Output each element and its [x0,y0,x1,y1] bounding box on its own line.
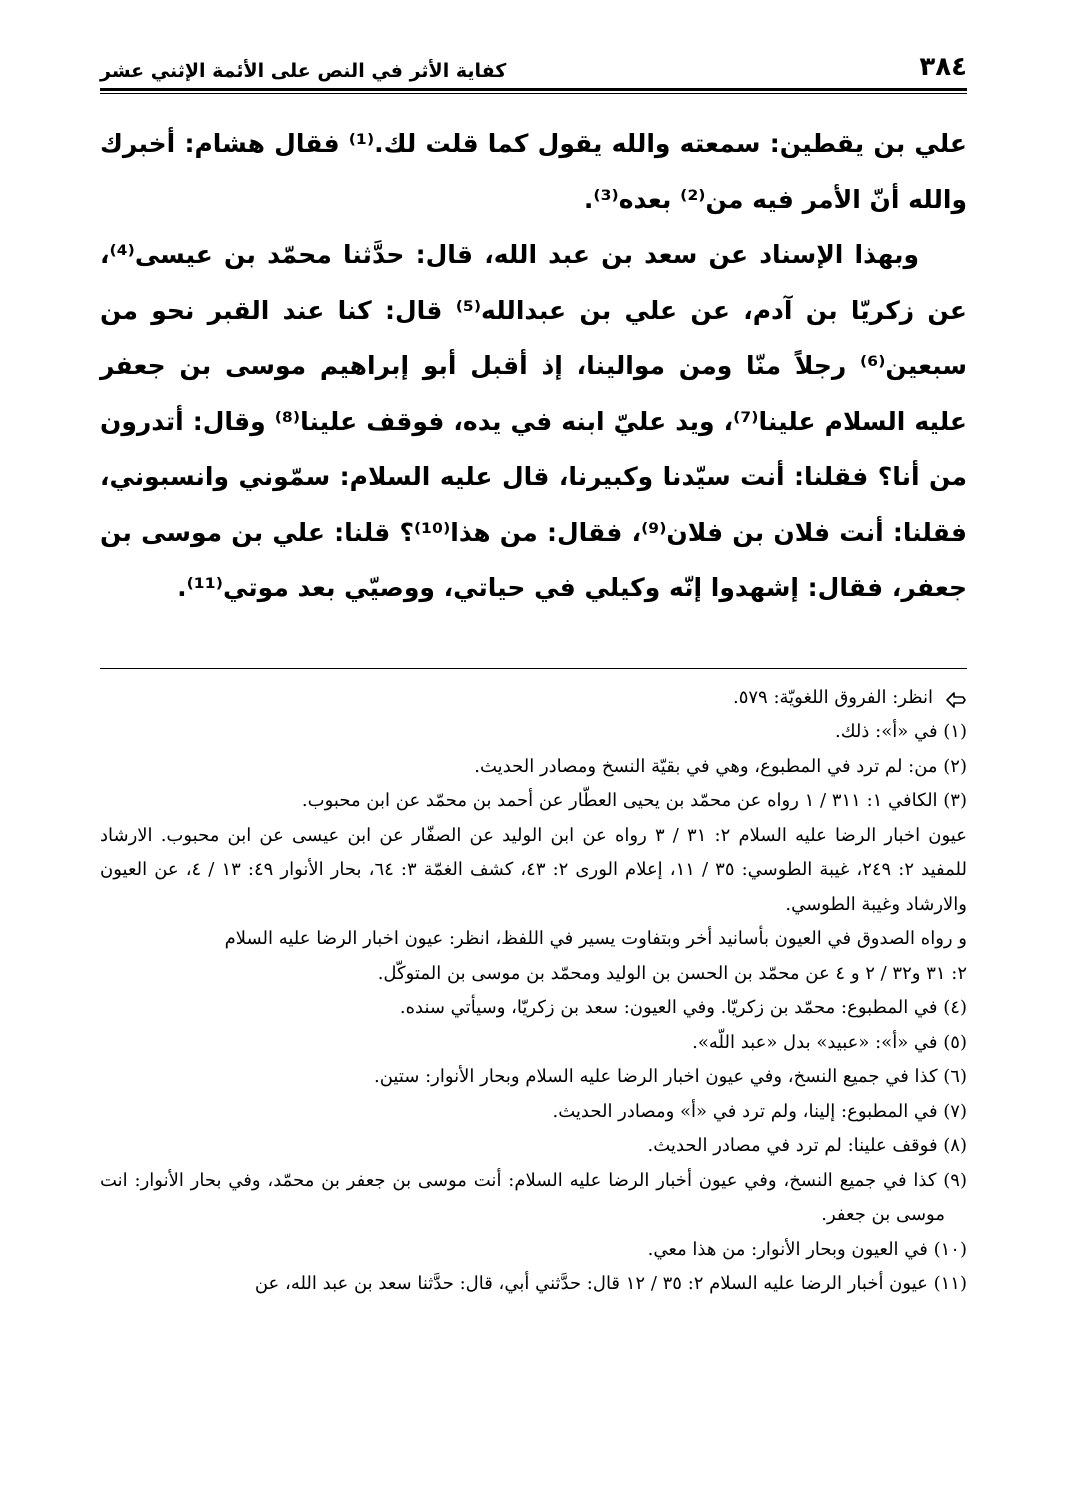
footnote-9: (٩) كذا في جميع النسخ، وفي عيون أخبار الرضا عليه السلام: أنت موسى بن جعفر بن محمّد، وفي بحار الأنوار: انت موسى بن جعفر. [100,1169,967,1225]
footnote-4: (٤) في المطبوع: محمّد بن زكريّا. وفي العيون: سعد بن زكريّا، وسيأتي سنده. [399,997,967,1018]
footnote-5: (٥) في «أ»: «عبيد» بدل «عبد اللّه». [692,1031,967,1053]
footnotes [100,681,967,1302]
page-number: ٣٨٤ [919,52,967,82]
footnote-3-note: و رواه الصدوق في العيون بأسانيد أخر وبتفاوت يسير في اللفظ، انظر: عيون اخبار الرضا عليه السلام [224,928,967,949]
header-rule [100,88,967,94]
main-text [100,116,967,616]
footnote-8: (٨) فوقف علينا: لم ترد في مصادر الحديث. [647,1135,967,1156]
main-paragraph-2: وبهذا الإسناد عن سعد بن عبد الله، قال: حدَّثنا محمّد بن عيسى⁽⁴⁾، عن زكريّا بن آدم، عن علي بن عبدالله⁽⁵⁾ قال: كنا عند القبر نحو من سبعين⁽⁶⁾ رجلاً منّا ومن موالينا، إذ أقبل أبو إبراهيم موسى بن جعفر عليه السلام علينا⁽⁷⁾، ويد عليّ ابنه في يده، فوقف علينا⁽⁸⁾ وقال: أتدرون من أنا؟ فقلنا: أنت سيّدنا وكبيرنا، قال عليه السلام: سمّوني وانسبوني، فقلنا: أنت فلان بن فلان⁽⁹⁾، فقال: من هذا⁽¹⁰⁾؟ قلنا: علي بن موسى بن جعفر، فقال: إشهدوا إنّه وكيلي في حياتي، ووصيّي بعد موتي⁽¹¹⁾. [100,240,968,602]
footnote-10: (١٠) في العيون وبحار الأنوار: من هذا معي. [647,1238,967,1260]
footnote-6: (٦) كذا في جميع النسخ، وفي عيون اخبار الرضا عليه السلام وبحار الأنوار: ستين. [373,1066,967,1087]
page [100,40,967,1456]
source-line: انظر: الفروق اللغويّة: ٥٧٩. [732,686,933,708]
footnote-2: (٢) من: لم ترد في المطبوع، وهي في بقيّة النسخ ومصادر الحديث. [474,755,967,777]
footnote-7: (٧) في المطبوع: إلينا، ولم ترد في «أ» ومصادر الحديث. [552,1100,967,1122]
footnote-divider [100,668,967,669]
footnote-3: (٣) الكافي ١: ٣١١ / ١ رواه عن محمّد بن يحيى العطّار عن أحمد بن محمّد عن ابن محبوب. [301,790,967,811]
main-paragraph-1: علي بن يقطين: سمعته والله يقول كما قلت لك.⁽¹⁾ فقال هشام: أخبرك والله أنّ الأمر فيه من⁽²⁾ بعده⁽³⁾. [100,129,967,214]
footnote-3-continued: عيون اخبار الرضا عليه السلام ٢: ٣١ / ٣ رواه عن ابن الوليد عن الصفّار عن ابن عيسى عن ابن محبوب. الارشاد للمفيد ٢: ٢٤٩، غيبة الطوسي: ٣٥ / ١١، إعلام الورى ٢: ٤٣، كشف الغمّة ٣: ٦٤، بحار الأنوار ٤٩: ١٣ / ٤، عن العيون والارشاد وغيبة الطوسي. [100,824,967,915]
footnote-1: (١) في «أ»: ذلك. [835,721,967,742]
footnote-source [100,681,967,716]
bookmark-icon [945,688,967,708]
page-header [100,40,967,82]
footnote-3-note-continued: ٢: ٣١ و٣٢ / ٢ و ٤ عن محمّد بن الحسن بن الوليد ومحمّد بن موسى بن المتوكّل. [377,962,967,984]
footnote-11: (١١) عيون أخبار الرضا عليه السلام ٢: ٣٥ / ١٢ قال: حدَّثني أبي، قال: حدَّثنا سعد بن عبد الله، عن [254,1273,967,1294]
book-title: كفاية الأثر في النص على الأئمة الإثني عشر [100,60,507,82]
